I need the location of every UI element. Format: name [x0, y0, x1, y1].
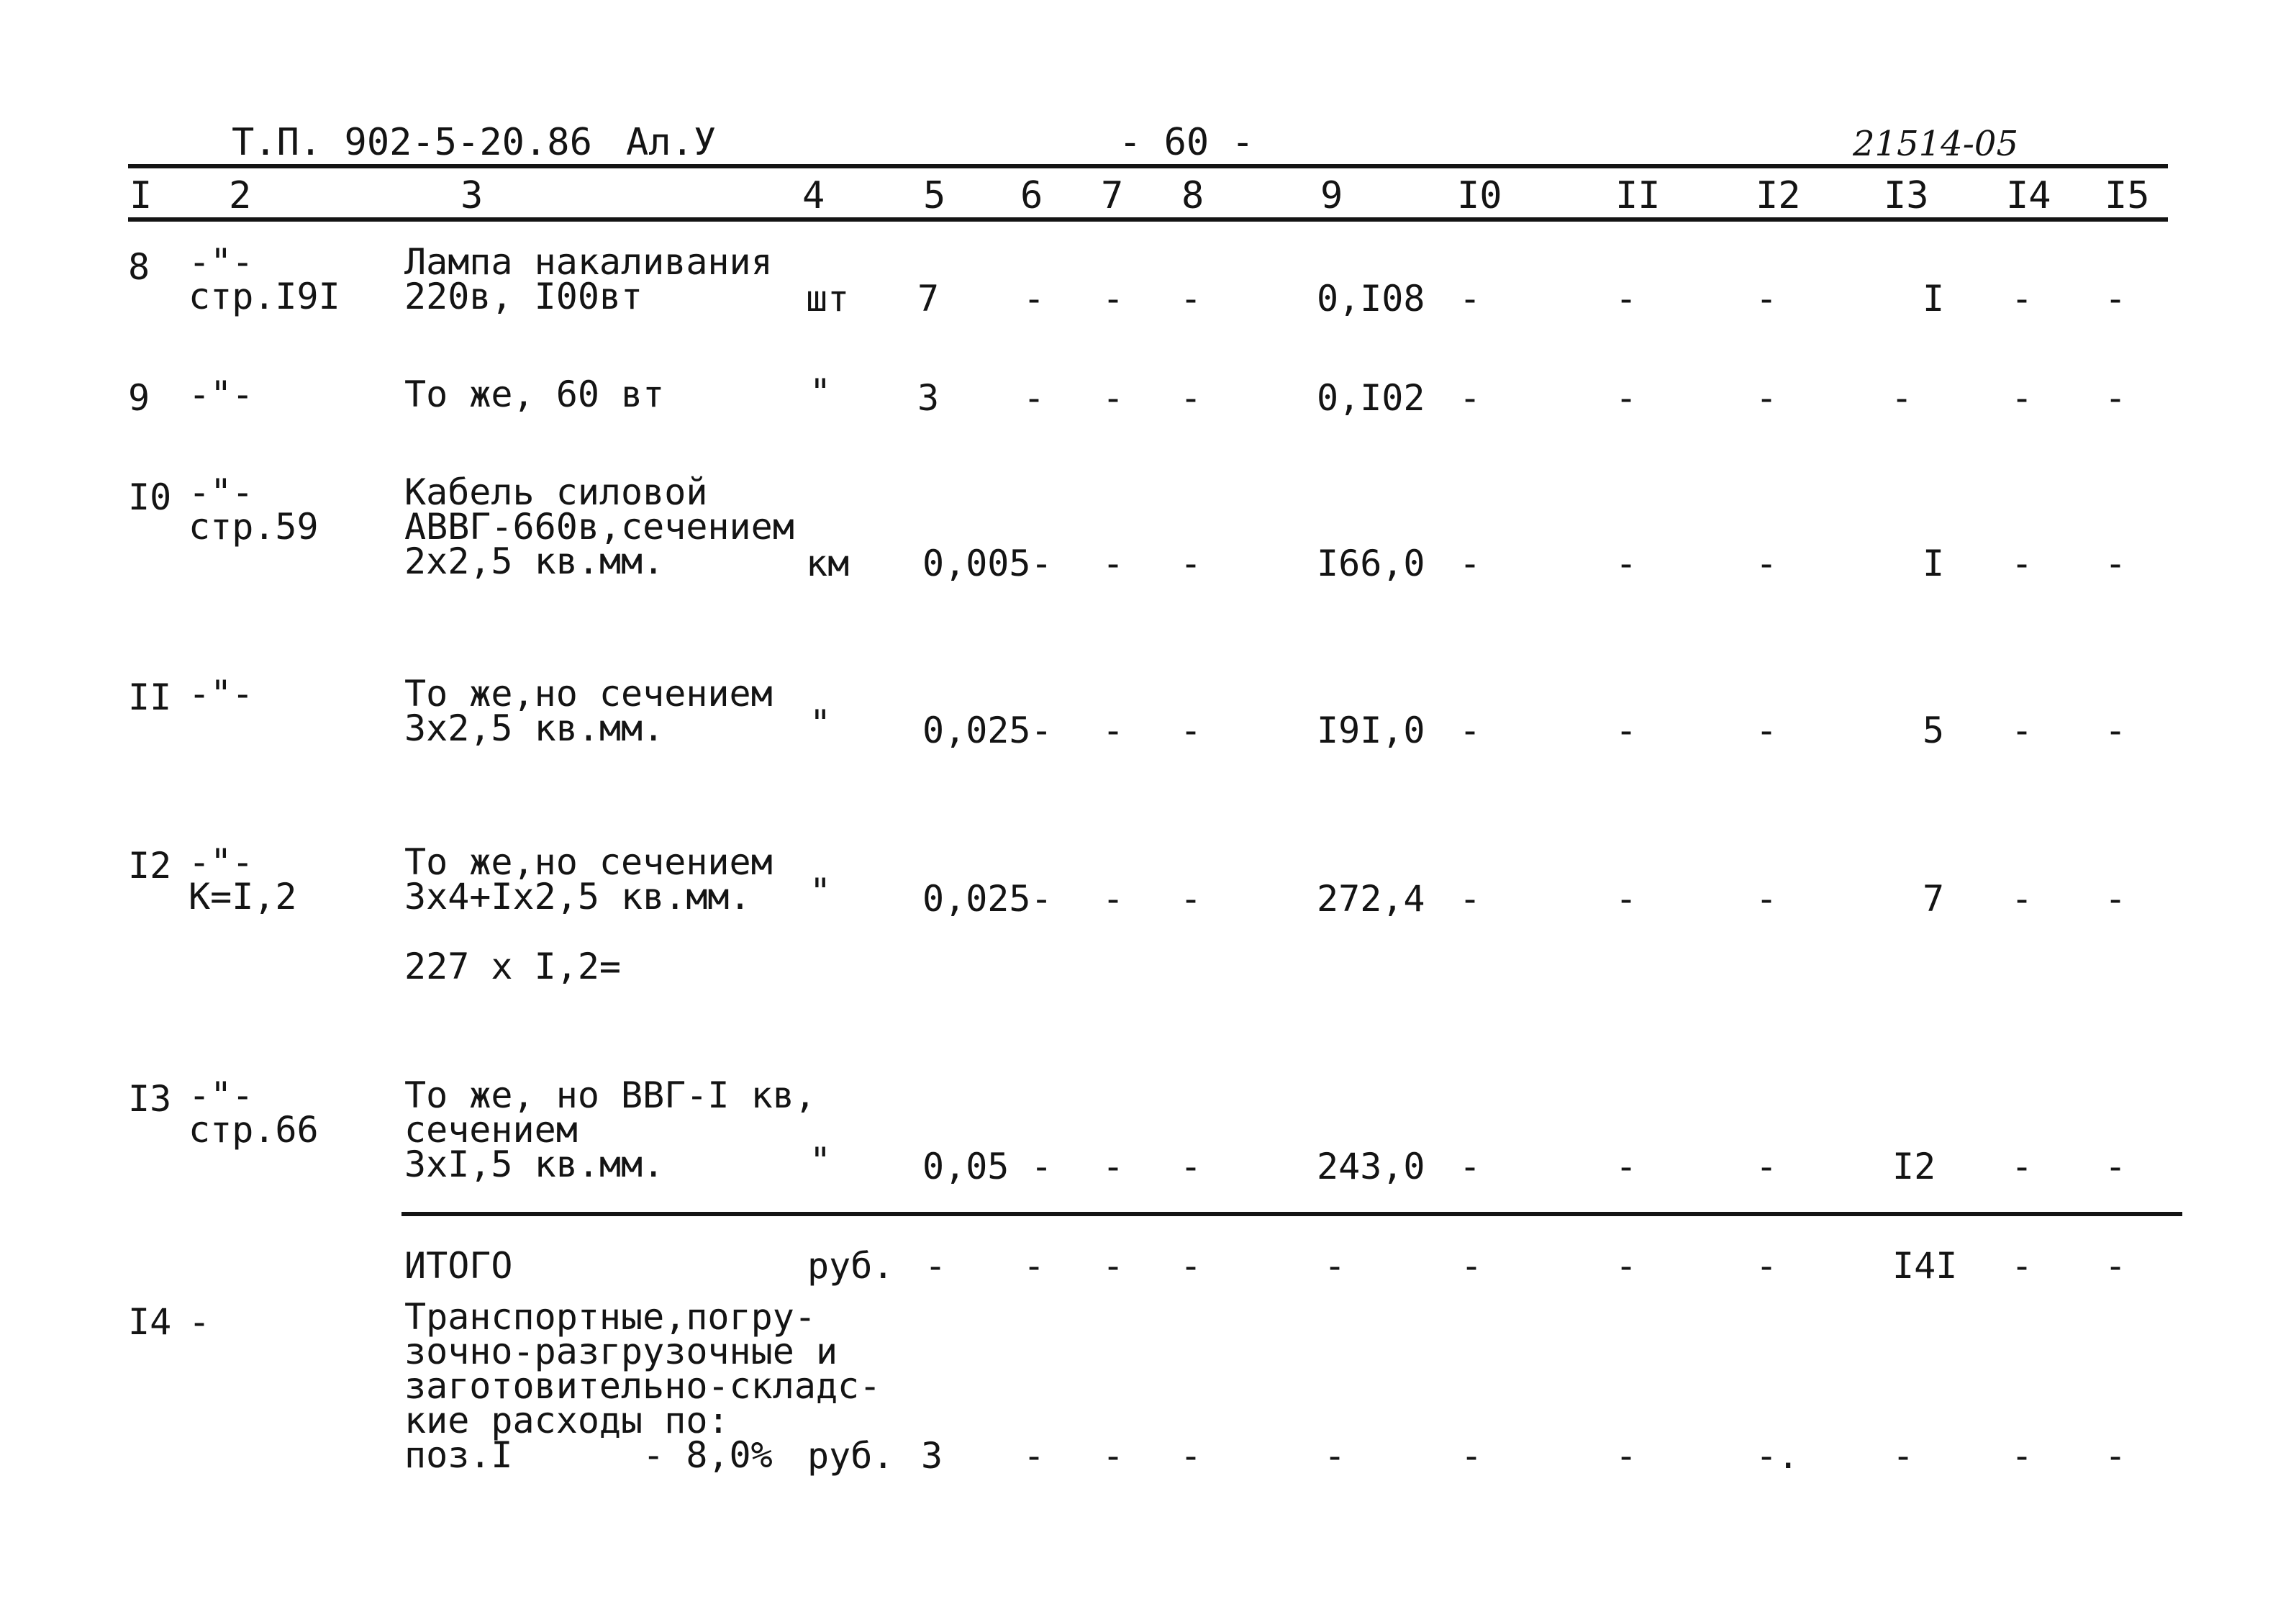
cell-col6: - [1023, 377, 1045, 419]
row-reference: -"- [189, 373, 254, 415]
cell-col13: I2 [1892, 1146, 1936, 1187]
album-number: Ал.У [626, 121, 717, 164]
cell-col14: - [2011, 543, 2033, 584]
row-number: 8 [128, 246, 150, 288]
row-unit: " [809, 371, 832, 413]
row-unit: км [806, 543, 850, 584]
cell-col14: - [2011, 878, 2033, 920]
document-code: Т.П. 902-5-20.86 [232, 121, 592, 164]
row-description: То же, 60 вт [404, 373, 665, 415]
cell-col13: 7 [1923, 878, 1945, 920]
cell-col9: I66,0 [1317, 543, 1425, 584]
header-bottom-rule [128, 217, 2168, 222]
total-label: ИТОГО [404, 1245, 513, 1287]
cell-col11: - [1615, 1435, 1638, 1477]
total-col9: - [1324, 1245, 1346, 1287]
col-header-11: II [1615, 174, 1661, 217]
col-header-2: 2 [229, 174, 252, 217]
cell-col15: - [2105, 1146, 2127, 1187]
cell-col15: - [2105, 543, 2127, 584]
cell-col9: - [1324, 1435, 1346, 1477]
cell-col12: - [1756, 377, 1778, 419]
total-col13: I4I [1892, 1245, 1958, 1287]
cell-col13: - [1892, 1435, 1915, 1477]
row-description: Транспортные,погру- зочно-разгрузочные и заготовительно-складс- кие расходы по: [404, 1296, 881, 1441]
col-header-3: 3 [460, 174, 484, 217]
col-header-7: 7 [1101, 174, 1124, 217]
cell-col8: - [1180, 710, 1202, 751]
cell-col5: 7 [917, 278, 940, 320]
cell-col11: - [1615, 278, 1638, 320]
cell-col6: - [1023, 278, 1045, 320]
cell-col14: - [2011, 1435, 2033, 1477]
row-description: То же,но сечением 3х4+Iх2,5 кв.мм. [404, 841, 773, 918]
cell-col9: 243,0 [1317, 1146, 1425, 1187]
cell-col12: - [1756, 878, 1778, 920]
row-unit: руб. [807, 1435, 894, 1477]
cell-col7: - [1102, 1435, 1125, 1477]
col-header-15: I5 [2105, 174, 2150, 217]
page-number: - 60 - [1119, 121, 1254, 164]
row-position: поз.I - 8,0% [404, 1434, 773, 1476]
col-header-1: I [130, 174, 153, 217]
col-header-12: I2 [1756, 174, 1801, 217]
cell-col12: -. [1756, 1435, 1800, 1477]
cell-col7: - [1102, 710, 1125, 751]
cell-col8: - [1180, 878, 1202, 920]
col-header-14: I4 [2006, 174, 2051, 217]
cell-col13: - [1891, 377, 1913, 419]
row-note: 227 х I,2= [404, 946, 622, 987]
row-unit: шт [806, 278, 850, 320]
cell-col15: - [2105, 1435, 2127, 1477]
cell-col11: - [1615, 878, 1638, 920]
total-col7: - [1102, 1245, 1125, 1287]
header-top-rule [128, 164, 2168, 168]
cell-col10: - [1459, 377, 1481, 419]
row-number: I4 [128, 1301, 172, 1343]
row-number: I3 [128, 1078, 172, 1120]
cell-col5: 3 [917, 377, 940, 419]
total-col10: - [1461, 1245, 1483, 1287]
col-header-13: I3 [1884, 174, 1929, 217]
row-description: Лампа накаливания 220в, I00вт [404, 241, 773, 317]
handwritten-doc-number: 21514-05 [1853, 124, 2018, 164]
cell-col14: - [2011, 377, 2033, 419]
col-header-10: I0 [1457, 174, 1502, 217]
cell-col15: - [2105, 278, 2127, 320]
cell-col10: - [1461, 1435, 1483, 1477]
cell-col13: I [1923, 543, 1945, 584]
total-col12: - [1756, 1245, 1778, 1287]
cell-col9: I9I,0 [1317, 710, 1425, 751]
cell-col7: - [1102, 278, 1125, 320]
row-reference: -"- стр.66 [189, 1074, 319, 1151]
col-header-4: 4 [802, 174, 825, 217]
row-number: I2 [128, 845, 172, 887]
cell-col10: - [1459, 1146, 1481, 1187]
cell-col5: 0,025- [922, 878, 1053, 920]
cell-col9: 272,4 [1317, 878, 1425, 920]
cell-col12: - [1756, 278, 1778, 320]
cell-col8: - [1180, 278, 1202, 320]
total-col6: - [1023, 1245, 1045, 1287]
col-header-6: 6 [1020, 174, 1043, 217]
total-unit: руб. [807, 1245, 894, 1287]
row-description: То же, но ВВГ-I кв, сечением 3хI,5 кв.мм. [404, 1074, 816, 1185]
cell-col10: - [1459, 543, 1481, 584]
row-unit: " [809, 871, 832, 912]
cell-col10: - [1459, 278, 1481, 320]
cell-col13: I [1923, 278, 1945, 320]
row-number: 9 [128, 377, 150, 419]
total-col15: - [2105, 1245, 2127, 1287]
cell-col15: - [2105, 710, 2127, 751]
cell-col11: - [1615, 377, 1638, 419]
col-header-8: 8 [1181, 174, 1204, 217]
cell-col15: - [2105, 377, 2127, 419]
cell-col12: - [1756, 1146, 1778, 1187]
cell-col6: - [1023, 1435, 1045, 1477]
cell-col9: 0,I02 [1317, 377, 1425, 419]
cell-col15: - [2105, 878, 2127, 920]
cell-col5: 3 [921, 1435, 943, 1477]
cell-col5: 0,025- [922, 710, 1053, 751]
cell-col7: - [1102, 1146, 1125, 1187]
row-reference: -"- К=I,2 [189, 841, 297, 918]
cell-col14: - [2011, 710, 2033, 751]
cell-col5: 0,005- [922, 543, 1053, 584]
row-reference: - [189, 1301, 211, 1343]
total-col14: - [2011, 1245, 2033, 1287]
row-reference: -"- [189, 673, 254, 715]
cell-col13: 5 [1923, 710, 1945, 751]
row-reference: -"- стр.59 [189, 471, 319, 548]
cell-col11: - [1615, 1146, 1638, 1187]
cell-col7: - [1102, 377, 1125, 419]
cell-col12: - [1756, 710, 1778, 751]
cell-col8: - [1180, 1435, 1202, 1477]
total-rule [401, 1212, 2182, 1216]
cell-col8: - [1180, 543, 1202, 584]
cell-col10: - [1459, 878, 1481, 920]
row-number: II [128, 676, 172, 718]
row-description: То же,но сечением 3х2,5 кв.мм. [404, 673, 773, 749]
row-unit: " [809, 1140, 832, 1182]
total-col5: - [925, 1245, 947, 1287]
cell-col11: - [1615, 710, 1638, 751]
total-col8: - [1180, 1245, 1202, 1287]
cell-col7: - [1102, 543, 1125, 584]
cell-col12: - [1756, 543, 1778, 584]
cell-col11: - [1615, 543, 1638, 584]
cell-col8: - [1180, 377, 1202, 419]
cell-col9: 0,I08 [1317, 278, 1425, 320]
row-unit: " [809, 702, 832, 744]
cell-col14: - [2011, 1146, 2033, 1187]
total-col11: - [1615, 1245, 1638, 1287]
col-header-9: 9 [1320, 174, 1343, 217]
cell-col10: - [1459, 710, 1481, 751]
row-reference: -"- стр.I9I [189, 241, 340, 317]
cell-col8: - [1180, 1146, 1202, 1187]
cell-col5: 0,05 - [922, 1146, 1053, 1187]
col-header-5: 5 [923, 174, 946, 217]
row-description: Кабель силовой АВВГ-660в,сечением 2х2,5 кв.мм. [404, 471, 794, 582]
cell-col7: - [1102, 878, 1125, 920]
cell-col14: - [2011, 278, 2033, 320]
row-number: I0 [128, 476, 172, 518]
